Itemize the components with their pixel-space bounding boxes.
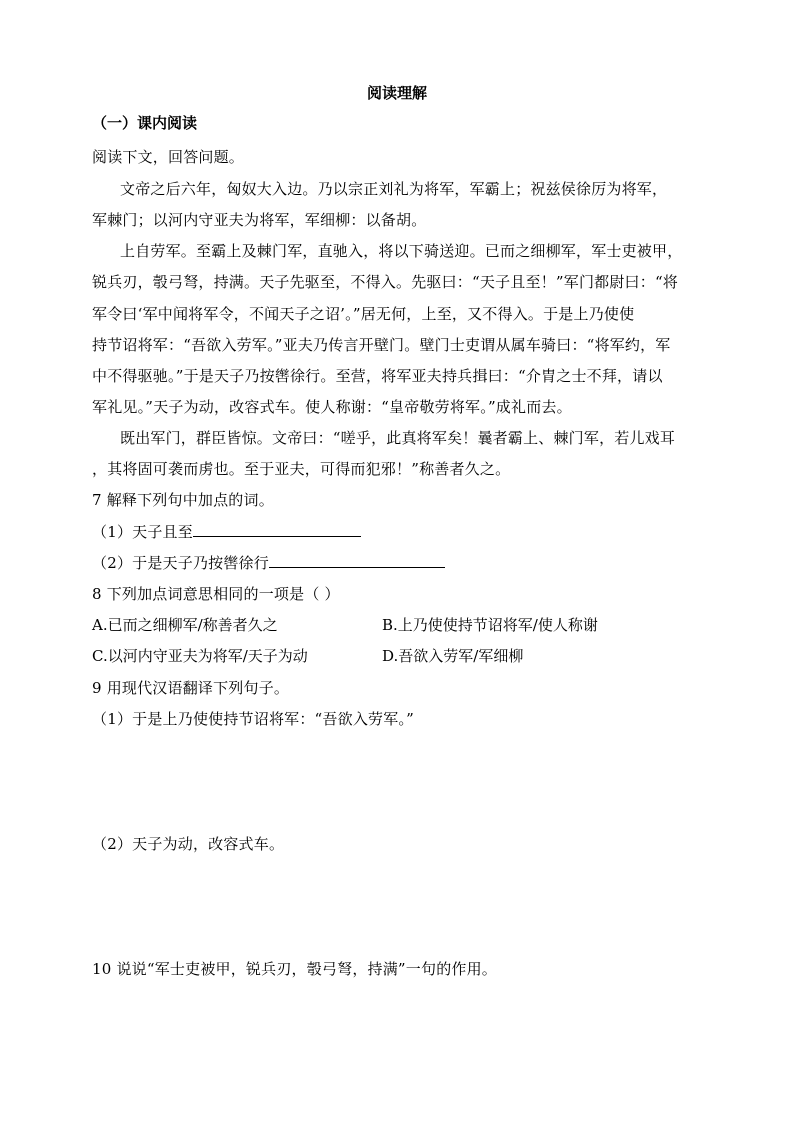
question-7-item-1-text: （1）天子且至: [92, 523, 193, 541]
question-9-item-1: （1）于是上乃使使持节诏将军：“吾欲入劳军。”: [92, 710, 414, 728]
option-a[interactable]: A.已而之细柳军/称善者久之: [92, 616, 278, 634]
passage-line: 持节诏将军：“吾欲入劳军。”亚夫乃传言开壁门。壁门士吏谓从属车骑曰：“将军约，军: [92, 336, 671, 354]
question-8: 8 下列加点词意思相同的一项是（ ）: [92, 585, 340, 603]
option-d[interactable]: D.吾欲入劳军/军细柳: [382, 647, 524, 665]
answer-blank[interactable]: [269, 553, 445, 568]
passage-line: ，其将固可袭而虏也。至于亚夫，可得而犯邪！”称善者久之。: [92, 460, 511, 478]
passage-line: 上自劳军。至霸上及棘门军，直驰入，将以下骑送迎。已而之细柳军，军士吏被甲，: [120, 242, 683, 260]
section-heading: （一）课内阅读: [92, 114, 198, 132]
answer-blank[interactable]: [193, 522, 361, 537]
option-b[interactable]: B.上乃使使持节诏将军/使人称谢: [382, 616, 598, 634]
question-7-item-2: [92, 552, 445, 573]
passage-line: 文帝之后六年，匈奴大入边。乃以宗正刘礼为将军，军霸上；祝兹侯徐厉为将军，: [120, 180, 668, 198]
passage-line: 军棘门；以河内守亚夫为将军，军细柳：以备胡。: [92, 211, 427, 229]
passage-line: 军礼见。”天子为动，改容式车。使人称谢：“皇帝敬劳将军。”成礼而去。: [92, 398, 572, 416]
passage-line: 军令曰‘军中闻将军令，不闻天子之诏’。”居无何，上至，又不得入。于是上乃使使: [92, 305, 635, 323]
question-9-item-2: （2）天子为动，改容式车。: [92, 835, 285, 853]
question-7-item-1: [92, 521, 361, 542]
question-10: 10 说说“军士吏被甲，锐兵刃，彀弓弩，持满”一句的作用。: [92, 960, 497, 978]
passage-line: 锐兵刃，彀弓弩，持满。天子先驱至，不得入。先驱曰：“天子且至！”军门都尉曰：“将: [92, 273, 679, 291]
question-7: 7 解释下列句中加点的词。: [92, 491, 274, 509]
passage-line: 中不得驱驰。”于是天子乃按辔徐行。至营，将军亚夫持兵揖曰：“介胄之士不拜，请以: [92, 367, 663, 385]
passage-line: 既出军门，群臣皆惊。文帝曰：“嗟乎，此真将军矣！曩者霸上、棘门军，若儿戏耳: [120, 429, 676, 447]
question-7-item-2-text: （2）于是天子乃按辔徐行: [92, 554, 269, 572]
page-title: 阅读理解: [366, 84, 427, 102]
question-9: 9 用现代汉语翻译下列句子。: [92, 679, 290, 697]
option-c[interactable]: C.以河内守亚夫为将军/天子为动: [92, 647, 308, 665]
instruction-text: 阅读下文，回答问题。: [92, 148, 245, 166]
